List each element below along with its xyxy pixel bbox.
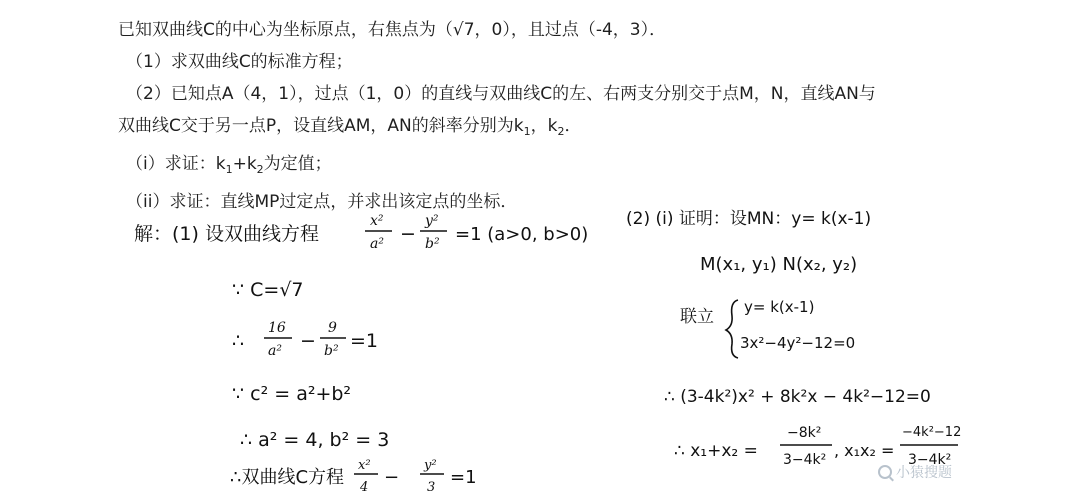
- hw-right-system-bottom: 3x²−4y²−12=0: [740, 334, 856, 352]
- hw-fraction-numerator: 16: [268, 320, 286, 336]
- hw-line-3-prefix: ∴: [232, 330, 245, 352]
- hw-fraction-numerator: x²: [370, 213, 384, 229]
- system-brace: [726, 300, 738, 358]
- hw-fraction-denominator: b²: [324, 343, 339, 359]
- hw-right-system-label: 联立: [680, 307, 714, 327]
- hw-right-line-5-prefix: ∴ x₁+x₂ =: [674, 441, 758, 461]
- sqrt-seven: √7: [452, 20, 475, 40]
- problem-line-2: （1）求双曲线C的标准方程；: [126, 52, 353, 72]
- hw-fraction-numerator: −8k²: [787, 425, 822, 441]
- problem-text: 双曲线C交于另一点P，设直线AM，AN的斜率分别为k: [118, 116, 524, 136]
- problem-text: +k: [232, 154, 257, 174]
- hw-right-line-4: ∴ (3-4k²)x² + 8k²x − 4k²−12=0: [664, 387, 931, 407]
- hw-fraction-denominator: b²: [425, 236, 440, 252]
- hw-line-6-suffix: =1: [450, 467, 477, 488]
- problem-text: 为定值；: [263, 154, 332, 174]
- hw-fraction-denominator: 3−4k²: [908, 452, 952, 468]
- problem-text: ．: [564, 116, 582, 136]
- hw-right-system-top: y= k(x-1): [744, 298, 815, 316]
- hw-line-3-suffix: =1: [350, 330, 379, 352]
- subscript: 2: [557, 125, 565, 138]
- hw-fraction-denominator: a²: [370, 236, 384, 252]
- hw-fraction-denominator: 3: [427, 480, 436, 495]
- hw-minus: −: [400, 223, 416, 245]
- watermark: [878, 462, 952, 482]
- hw-fraction-numerator: 9: [328, 320, 337, 336]
- hw-right-line-2: M(x₁, y₁) N(x₂, y₂): [700, 254, 858, 275]
- hw-minus: −: [384, 467, 400, 488]
- subscript: 2: [256, 163, 264, 176]
- hw-minus: −: [300, 330, 316, 352]
- hw-line-4: ∵ c² = a²+b²: [232, 383, 352, 405]
- hw-line-1-suffix: =1 (a>0, b>0): [455, 224, 589, 245]
- hw-line-2: ∵ C=√7: [232, 279, 304, 301]
- hw-line-1-prefix: 解：(1) 设双曲线方程: [134, 223, 319, 245]
- hw-right-line-5-mid: , x₁x₂ =: [834, 441, 895, 460]
- hw-fraction-numerator: y²: [425, 213, 439, 229]
- hw-line-5: ∴ a² = 4, b² = 3: [240, 429, 390, 451]
- solution-right-column: [626, 209, 961, 468]
- subscript: 1: [225, 163, 233, 176]
- search-icon: [878, 465, 892, 479]
- hw-fraction-denominator: 3−4k²: [783, 452, 827, 468]
- hw-fraction-denominator: a²: [268, 343, 282, 359]
- problem-line-3: （2）已知点A（4，1），过点（1，0）的直线与双曲线C的左、右两支分别交于点M，N，直线AN与: [126, 84, 876, 104]
- hw-fraction-numerator: x²: [358, 458, 371, 473]
- watermark-text: 小猿搜题: [896, 465, 952, 481]
- problem-line-6: （ii）求证：直线MP过定点，并求出该定点的坐标．: [126, 192, 518, 212]
- solution-left-column: [134, 213, 588, 495]
- problem-text: ，k: [530, 116, 558, 136]
- problem-text: 已知双曲线C的中心为坐标原点，右焦点为（: [118, 20, 453, 40]
- problem-text: ，0），且过点（-4，3）．: [474, 20, 667, 40]
- subscript: 1: [523, 125, 531, 138]
- hw-fraction-denominator: 4: [360, 480, 369, 495]
- hw-line-6-prefix: ∴双曲线C方程: [230, 467, 345, 488]
- hw-right-line-1: (2) (i) 证明：设MN：y= k(x-1): [626, 209, 872, 229]
- hw-fraction-numerator: −4k²−12: [902, 425, 962, 440]
- hw-fraction-numerator: y²: [424, 458, 437, 473]
- problem-text: （i）求证：k: [126, 154, 226, 174]
